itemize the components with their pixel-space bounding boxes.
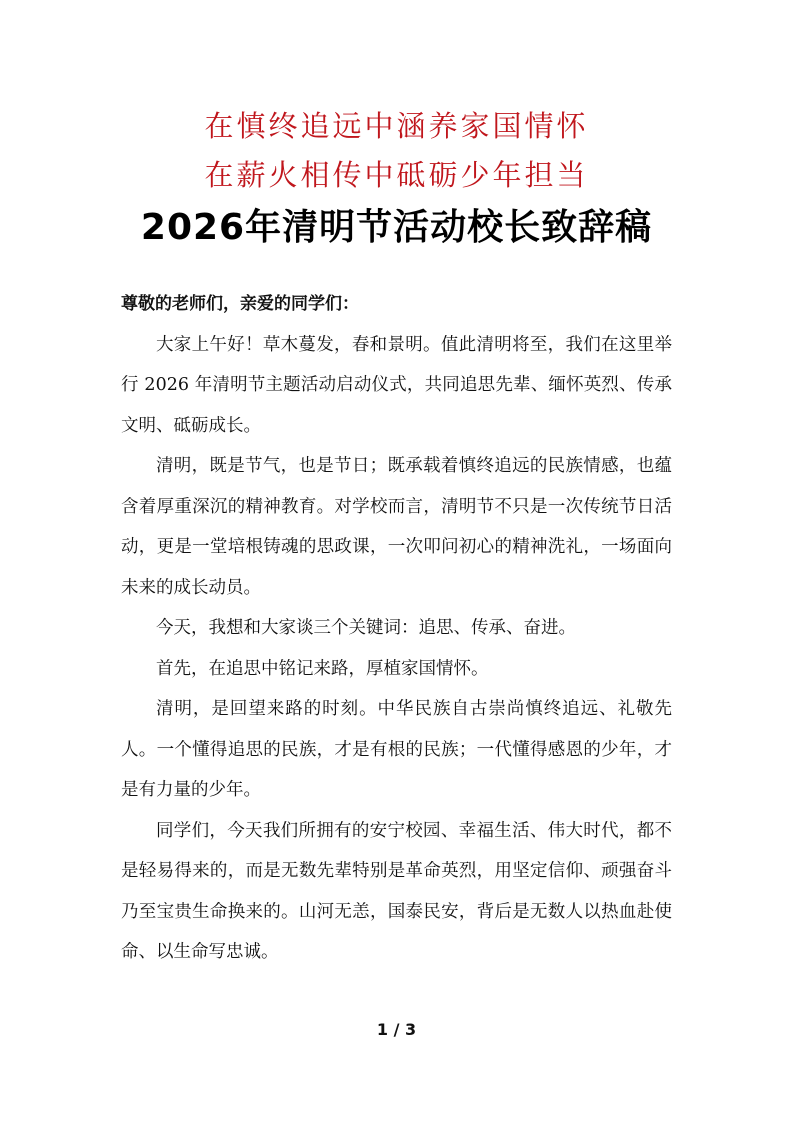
document-body [121,284,672,973]
page-title: 2026年清明节活动校长致辞稿 [140,207,653,248]
salutation: 尊敬的老师们，亲爱的同学们： [121,294,359,314]
paragraph: 清明，是回望来路的时刻。中华民族自古崇尚慎终追远、礼敬先人。一个懂得追思的民族，才是有根的民族；一代懂得感恩的少年，才是有力量的少年。 [121,699,672,800]
section-heading: 首先，在追思中铭记来路，厚植家国情怀。 [156,658,489,679]
page-number: 1 / 3 [376,1020,417,1039]
paragraph: 大家上午好！草木蔓发，春和景明。值此清明将至，我们在这里举行 2026 年清明节主题活动启动仪式，共同追思先辈、缅怀英烈、传承文明、砥砺成长。 [121,334,672,436]
subtitle-line-1: 在慎终追远中涵养家国情怀 [204,109,589,143]
paragraph: 今天，我想和大家谈三个关键词：追思、传承、奋进。 [156,618,576,638]
paragraph: 同学们，今天我们所拥有的安宁校园、幸福生活、伟大时代，都不是轻易得来的，而是无数先辈特别是革命英烈，用坚定信仰、顽强奋斗乃至宝贵生命换来的。山河无恙，国泰民安，背后是无数人以热血赴使命、以生命写忠诚。 [121,820,672,962]
paragraph: 清明，既是节气，也是节日；既承载着慎终追远的民族情感，也蕴含着厚重深沉的精神教育。对学校而言，清明节不只是一次传统节日活动，更是一堂培根铸魂的思政课，一次叩问初心的精神洗礼，一场面向未来的成长动员。 [121,456,672,598]
subtitle-line-2: 在薪火相传中砥砺少年担当 [204,158,589,192]
